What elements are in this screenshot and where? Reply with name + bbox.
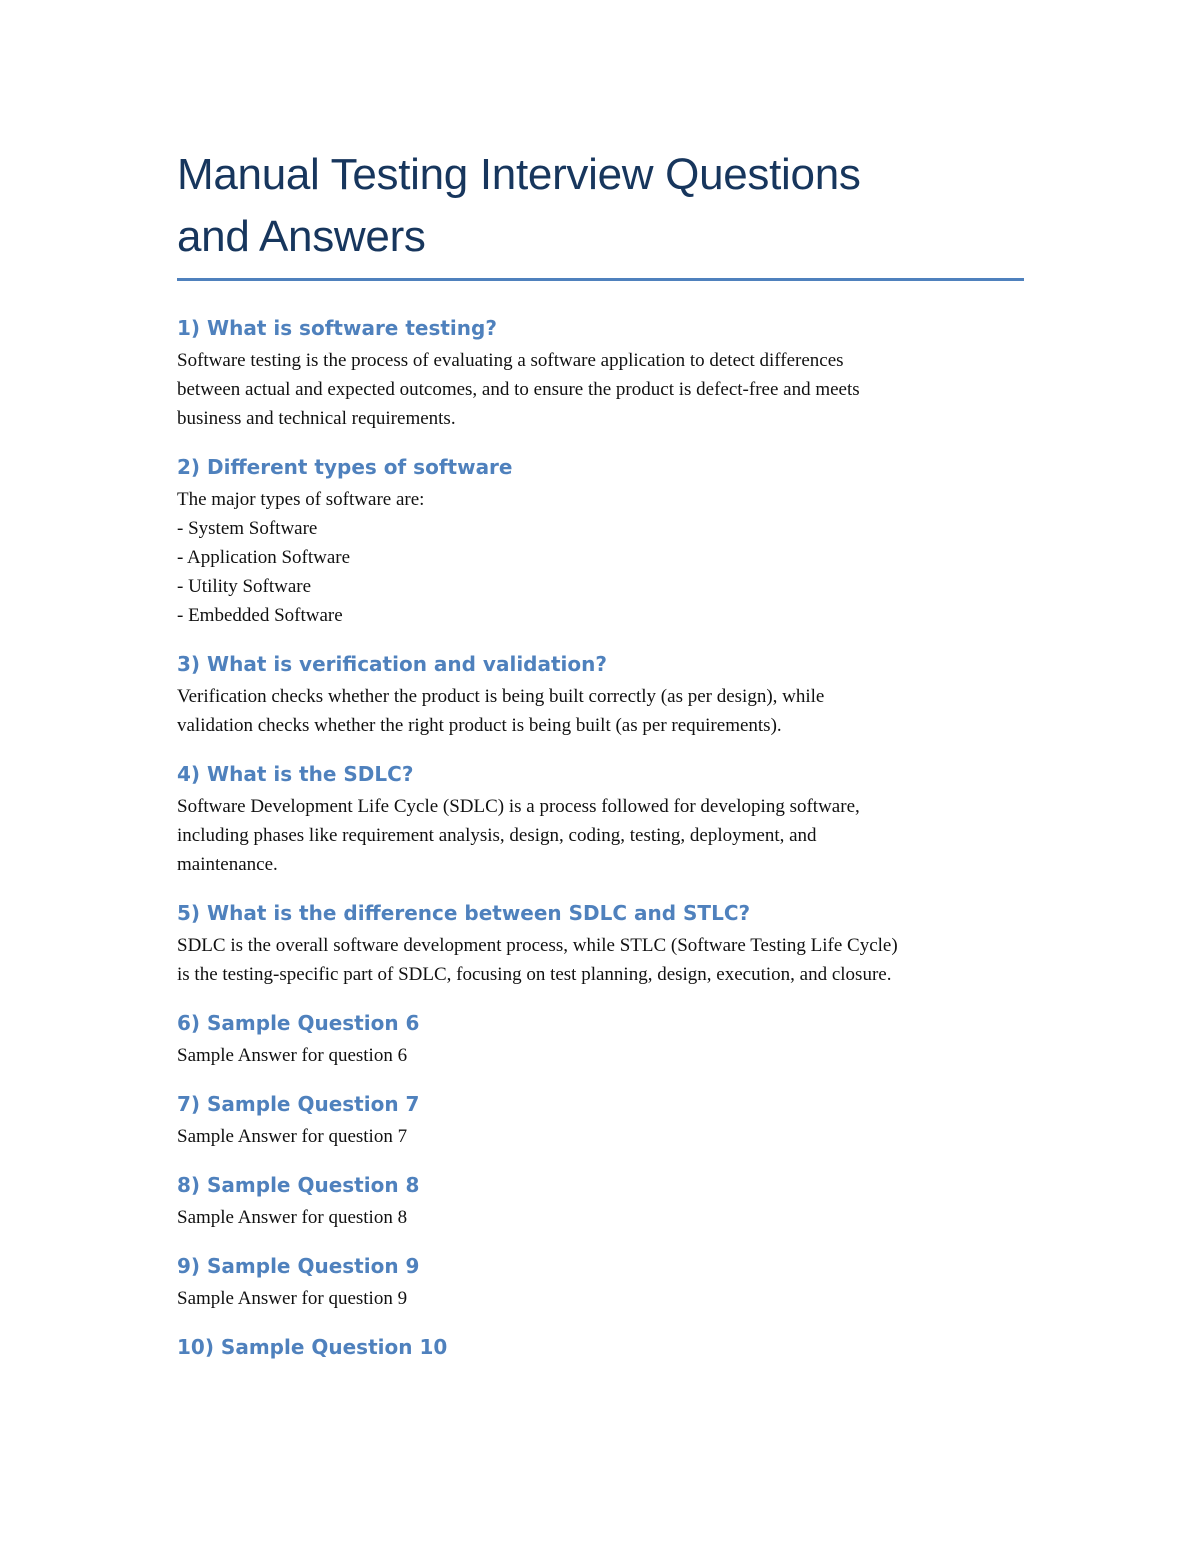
- answer-line: validation checks whether the right product is being built (as per requirements).: [177, 715, 782, 736]
- answer-line: Sample Answer for question 6: [177, 1045, 408, 1066]
- answer-text: [177, 682, 1025, 740]
- answer-line: maintenance.: [177, 854, 278, 875]
- qa-section-8: [177, 1171, 1025, 1232]
- answer-text: [177, 1041, 1025, 1070]
- answer-line: between actual and expected outcomes, and to ensure the product is defect-free and meets: [177, 379, 860, 400]
- answer-text: [177, 931, 1025, 989]
- qa-section-3: [177, 650, 1025, 740]
- question-heading: 4) What is the SDLC?: [177, 762, 414, 786]
- qa-section-6: [177, 1009, 1025, 1070]
- list-item: - Application Software: [177, 547, 351, 568]
- answer-line: The major types of software are:: [177, 489, 425, 510]
- qa-section-7: [177, 1090, 1025, 1151]
- answer-line: Sample Answer for question 9: [177, 1288, 408, 1309]
- question-heading: 2) Different types of software: [177, 455, 513, 479]
- list-item: - System Software: [177, 518, 318, 539]
- qa-section-2: [177, 453, 1025, 630]
- answer-text: [177, 1122, 1025, 1151]
- title-line-2: and Answers: [177, 212, 426, 261]
- list-item: - Utility Software: [177, 576, 312, 597]
- qa-section-10: [177, 1333, 1025, 1361]
- qa-section-9: [177, 1252, 1025, 1313]
- answer-line: Sample Answer for question 7: [177, 1126, 408, 1147]
- document-page: [177, 144, 1025, 1365]
- qa-section-4: [177, 760, 1025, 879]
- question-heading: 1) What is software testing?: [177, 316, 497, 340]
- title-line-1: Manual Testing Interview Questions: [177, 150, 861, 199]
- answer-text: [177, 485, 1025, 630]
- question-heading: 6) Sample Question 6: [177, 1011, 420, 1035]
- answer-line: Software Development Life Cycle (SDLC) is a process followed for developing software,: [177, 796, 860, 817]
- question-heading: 7) Sample Question 7: [177, 1092, 420, 1116]
- document-title: [177, 144, 1025, 268]
- answer-line: including phases like requirement analysis, design, coding, testing, deployment, and: [177, 825, 817, 846]
- answer-line: Software testing is the process of evaluating a software application to detect differences: [177, 350, 844, 371]
- question-heading: 5) What is the difference between SDLC and STLC?: [177, 901, 751, 925]
- answer-line: is the testing-specific part of SDLC, focusing on test planning, design, execution, and closure.: [177, 964, 892, 985]
- answer-line: Sample Answer for question 8: [177, 1207, 408, 1228]
- answer-line: Verification checks whether the product is being built correctly (as per design), while: [177, 686, 825, 707]
- answer-text: [177, 1284, 1025, 1313]
- title-divider: [177, 278, 1024, 281]
- answer-text: [177, 346, 1025, 433]
- qa-section-5: [177, 899, 1025, 989]
- answer-line: business and technical requirements.: [177, 408, 456, 429]
- answer-text: [177, 792, 1025, 879]
- answer-line: SDLC is the overall software development process, while STLC (Software Testing Life Cycle): [177, 935, 898, 956]
- question-heading: 3) What is verification and validation?: [177, 652, 607, 676]
- list-item: - Embedded Software: [177, 605, 343, 626]
- question-heading: 9) Sample Question 9: [177, 1254, 420, 1278]
- answer-text: [177, 1203, 1025, 1232]
- question-heading: 8) Sample Question 8: [177, 1173, 420, 1197]
- qa-section-1: [177, 314, 1025, 433]
- question-heading: 10) Sample Question 10: [177, 1335, 448, 1359]
